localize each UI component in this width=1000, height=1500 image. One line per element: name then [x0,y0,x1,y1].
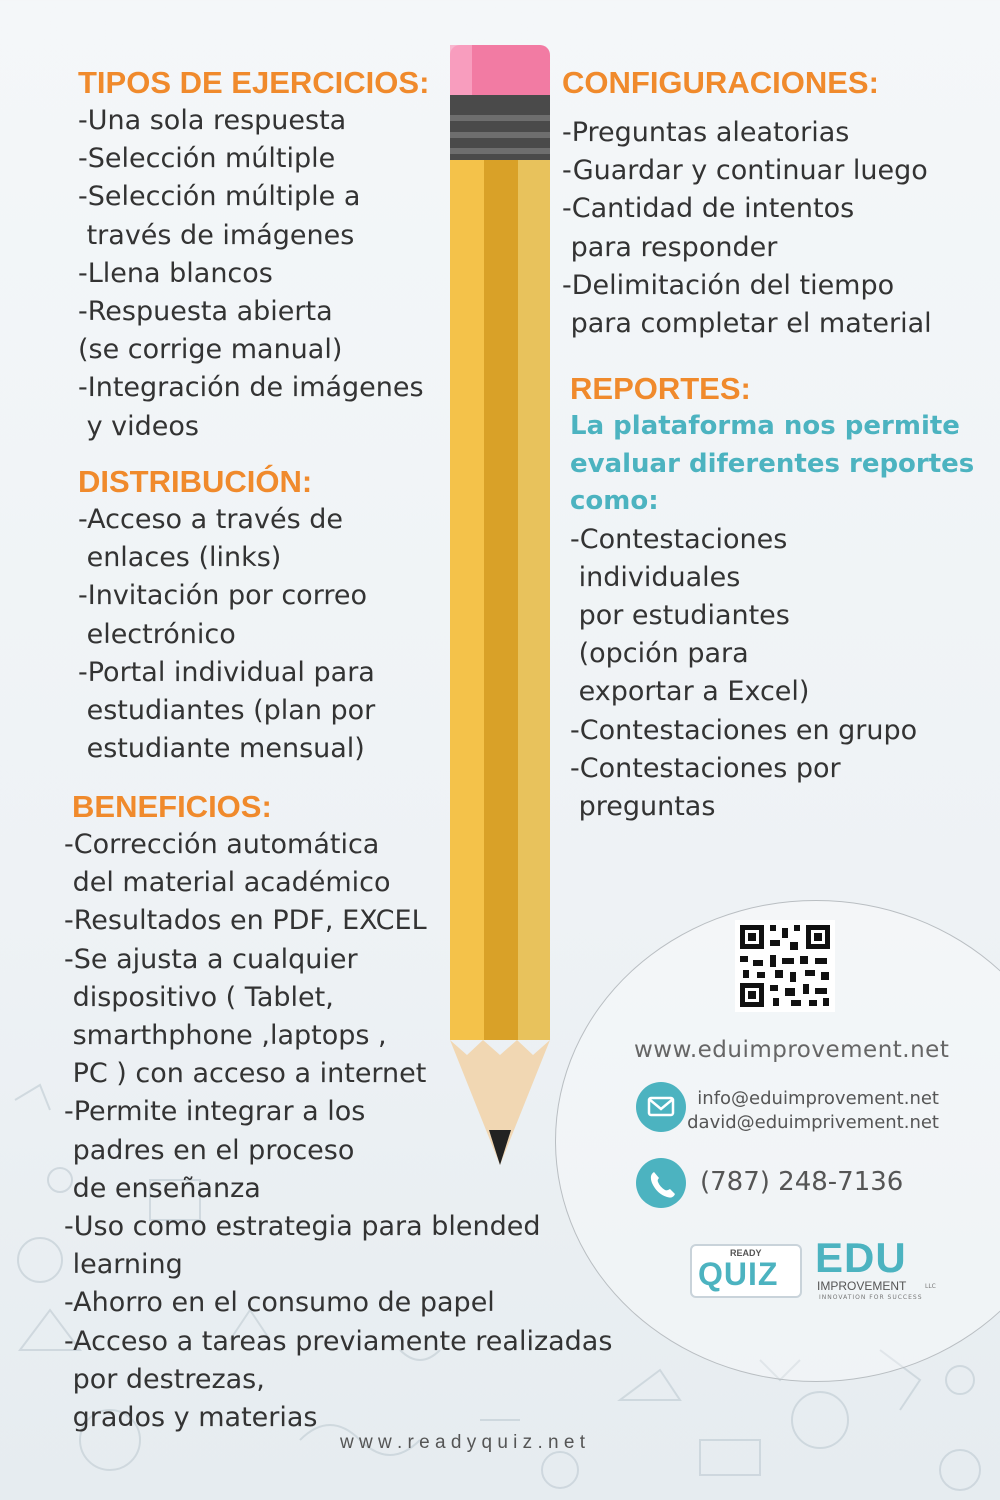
configuraciones-list [562,114,932,343]
list-item: -Invitación por correo [78,580,367,612]
list-item: -Selección múltiple [78,143,336,175]
list-item: smarthphone ,laptops , [64,1020,387,1052]
list-item: electrónico [78,618,236,650]
list-item: dispositivo ( Tablet, [64,981,334,1013]
tipos-list [78,102,429,446]
distribucion-heading: DISTRIBUCIÓN: [78,464,313,499]
beneficios-list [64,826,612,1437]
list-item: individuales [570,561,741,593]
email-1[interactable]: info@eduimprovement.net [697,1088,939,1109]
reportes-intro-line: como: [570,486,659,516]
list-item: -Se ajusta a cualquier [64,943,358,975]
beneficios-section [64,788,612,1437]
list-item: -Selección múltiple a [78,181,361,213]
list-item: -Cantidad de intentos [562,193,855,225]
list-item: -Resultados en PDF, EXCEL [64,905,427,937]
list-item: estudiante mensual) [78,733,365,765]
reportes-intro-line: evaluar diferentes reportes [570,448,975,479]
list-item: learning [64,1249,183,1281]
readyquiz-logo [690,1244,802,1298]
reportes-intro-line: La plataforma nos permite [570,411,960,441]
list-item: grados y materias [64,1402,318,1434]
list-item: -Respuesta abierta [78,296,333,328]
readyquiz-main-text: QUIZ [698,1256,779,1292]
list-item: -Una sola respuesta [78,105,347,136]
list-item: por destrezas, [64,1363,265,1395]
list-item: -Permite integrar a los [64,1096,366,1128]
footer-url[interactable]: w w w . r e a d y q u i z . n e t [340,1432,585,1453]
configuraciones-section [562,64,932,343]
distribucion-section [78,463,375,768]
list-item: -Corrección automática [64,829,380,860]
list-item: -Delimitación del tiempo [562,269,895,301]
list-item: (se corrige manual) [78,334,343,366]
list-item: para completar el material [562,308,932,340]
phone-icon [636,1158,686,1208]
email-2[interactable]: david@eduimprivement.net [687,1112,939,1133]
list-item: enlaces (links) [78,542,282,574]
list-item: de enseñanza [64,1172,261,1204]
list-item: (opción para [570,638,749,670]
list-item: -Integración de imágenes [78,372,424,404]
list-item: por estudiantes [570,599,790,631]
phone-number[interactable]: (787) 248-7136 [700,1167,904,1197]
list-item: -Guardar y continuar luego [562,155,928,187]
list-item: -Ahorro en el consumo de papel [64,1287,495,1319]
list-item: -Portal individual para [78,656,375,688]
list-item: padres en el proceso [64,1134,355,1166]
edu-suffix-text: LLC [925,1283,936,1290]
tipos-heading: TIPOS DE EJERCICIOS: [78,65,430,100]
configuraciones-heading: CONFIGURACIONES: [562,65,879,100]
list-item: -Contestaciones por [570,752,841,784]
list-item: PC ) con acceso a internet [64,1058,427,1090]
reportes-section [570,370,974,826]
readyquiz-small-text: READY [730,1248,762,1258]
list-item: preguntas [570,790,716,822]
reportes-heading: REPORTES: [570,371,751,406]
reportes-list [570,521,974,827]
tipos-section [78,64,429,446]
edu-sub-text: IMPROVEMENT [817,1279,907,1293]
edu-tagline: INNOVATION FOR SUCCESS [819,1294,923,1301]
list-item: través de imágenes [78,219,355,251]
list-item: -Contestaciones [570,523,788,555]
list-item: -Contestaciones en grupo [570,714,918,746]
list-item: del material académico [64,867,391,899]
list-item: -Llena blancos [78,257,273,289]
eduimprovement-logo [815,1234,936,1302]
list-item: -Acceso a tareas previamente realizadas [64,1325,613,1357]
list-item: estudiantes (plan por [78,695,376,727]
list-item: exportar a Excel) [570,676,810,708]
list-item: -Acceso a través de [78,504,343,535]
list-item: -Uso como estrategia para blended [64,1211,541,1243]
envelope-icon [636,1082,686,1132]
edu-main-text: EDU [815,1234,907,1281]
beneficios-heading: BENEFICIOS: [72,789,272,824]
website-link[interactable]: www.eduimprovement.net [634,1037,950,1063]
list-item: -Preguntas aleatorias [562,117,850,148]
list-item: para responder [562,231,778,263]
list-item: y videos [78,410,199,442]
distribucion-list [78,501,375,768]
qr-code [735,920,835,1012]
